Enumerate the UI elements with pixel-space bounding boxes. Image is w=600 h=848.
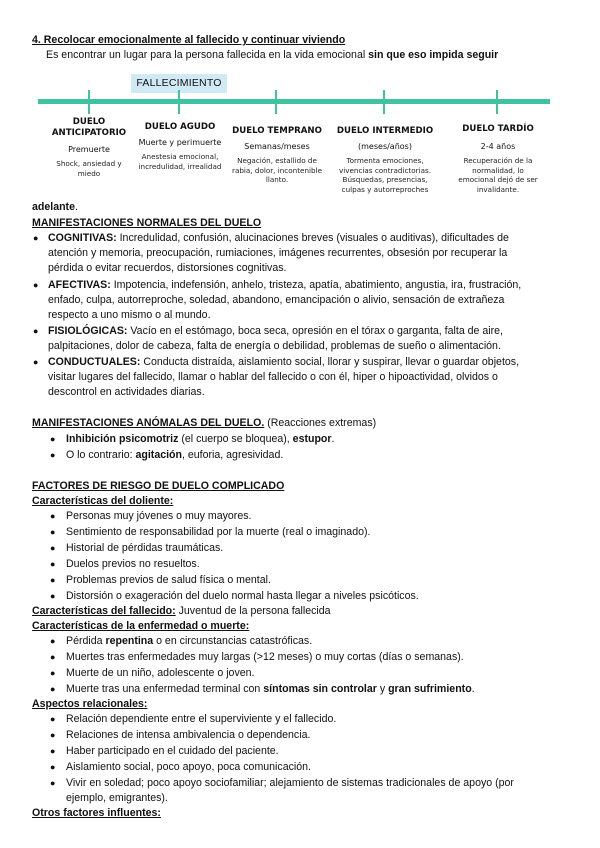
bullet-icon: ●: [50, 511, 56, 521]
stage-period: Muerte y perimuerte: [138, 138, 222, 147]
stage-desc: Anestesia emocional, incredulidad, irrealidad: [138, 152, 222, 171]
list-item: Haber participado en el cuidado del paciente.: [66, 745, 279, 757]
stage-desc: Recuperación de la normalidad, lo emocional dejó de ser invalidante.: [458, 156, 538, 194]
list-item: Personas muy jóvenes o muy mayores.: [66, 510, 252, 522]
list-item: Relaciones de intensa ambivalencia o dependencia.: [66, 729, 311, 741]
list-item-line: palpitaciones, dolor de cabeza, falta de energía o debilidad, problemas de sueño o alimentación.: [48, 340, 501, 352]
bullet-icon: ●: [33, 357, 39, 367]
bullet-icon: ●: [50, 543, 56, 553]
timeline-tick: [383, 90, 385, 114]
anomalas-title: MANIFESTACIONES ANÓMALAS DEL DUELO. (Reacciones extremas): [32, 417, 377, 429]
list-item: Problemas previos de salud física o mental.: [66, 574, 271, 586]
otros-title: Otros factores influentes:: [32, 807, 161, 819]
bullet-icon: ●: [50, 714, 56, 724]
list-item: Duelos previos no resueltos.: [66, 558, 200, 570]
section-intro: [46, 48, 498, 64]
intro-bold: sin que eso impida seguir: [368, 49, 499, 61]
list-item: Sentimiento de responsabilidad por la muerte (real o imaginado).: [66, 526, 371, 538]
bullet-icon: ●: [50, 668, 56, 678]
normales-title: MANIFESTACIONES NORMALES DEL DUELO: [32, 217, 262, 229]
list-item-line: respecto a uno mismo o al mundo.: [48, 309, 211, 321]
bullet-icon: ●: [50, 434, 56, 444]
intro-normal: Es encontrar un lugar para la persona fallecida en la vida emocional: [46, 49, 369, 61]
timeline-tick: [88, 90, 90, 114]
bullet-icon: ●: [50, 746, 56, 756]
enfermedad-title: Características de la enfermedad o muerte:: [32, 620, 250, 632]
bullet-icon: ●: [50, 652, 56, 662]
list-item: Muerte tras una enfermedad terminal con síntomas sin controlar y gran sufrimiento.: [66, 683, 475, 695]
list-item-line: ejemplo, emigrantes).: [66, 792, 168, 804]
timeline-stage: [46, 117, 132, 178]
stage-title: DUELO: [72, 117, 106, 127]
section-title: 4. Recolocar emocionalmente al fallecido y continuar viviendo: [32, 34, 346, 46]
timeline-tick: [178, 90, 180, 114]
stage-title: DUELO TARDÍO: [462, 124, 534, 134]
list-item: Muerte de un niño, adolescente o joven.: [66, 667, 255, 679]
list-item-line: pérdida o evitar recuerdos, distorsiones cognitivas.: [48, 262, 287, 274]
timeline-stage: [330, 126, 440, 194]
stage-period: Semanas/meses: [244, 142, 310, 151]
stage-title: DUELO TEMPRANO: [232, 126, 322, 136]
list-item: FISIOLÓGICAS: Vacío en el estómago, boca seca, opresión en el tórax o garganta, falta de aire,: [48, 325, 503, 337]
timeline-stage: [228, 126, 326, 185]
stage-desc: Tormenta emociones, vivencias contradictorias. Búsquedas, presencias, culpas y autorreproches: [338, 156, 432, 194]
stage-desc: Negación, estallido de rabia, dolor, incontenible llanto.: [231, 156, 322, 185]
list-item: Distorsión o exageración del duelo normal hasta llegar a niveles psicóticos.: [66, 590, 419, 602]
bullet-icon: ●: [50, 591, 56, 601]
list-item: Inhibición psicomotriz (el cuerpo se bloquea), estupor.: [66, 433, 335, 445]
bullet-icon: ●: [33, 280, 39, 290]
bullet-icon: ●: [50, 730, 56, 740]
list-item: Muertes tras enfermedades muy largas (>12 meses) o muy cortas (días o semanas).: [66, 651, 464, 663]
list-item: COGNITIVAS: Incredulidad, confusión, alucinaciones breves (visuales o auditivas), dificultades de: [48, 232, 509, 244]
intro-continuation: adelante.: [32, 201, 78, 213]
fallecido-line: Características del fallecido: Juventud de la persona fallecida: [32, 605, 331, 617]
stage-period: Premuerte: [68, 145, 110, 154]
bullet-icon: ●: [50, 636, 56, 646]
bullet-icon: ●: [33, 233, 39, 243]
timeline-marker: FALLECIMIENTO: [131, 74, 227, 93]
list-item-line: atención y memoria, preocupación, rumiaciones, imágenes recurrentes, obsesión por recuperar la: [48, 247, 508, 259]
bullet-icon: ●: [50, 762, 56, 772]
bullet-icon: ●: [50, 450, 56, 460]
stage-title: DUELO INTERMEDIO: [336, 126, 434, 136]
stage-title: DUELO AGUDO: [144, 122, 216, 132]
list-item: O lo contrario: agitación, euforia, agresividad.: [66, 449, 284, 461]
bullet-icon: ●: [50, 575, 56, 585]
list-item: AFECTIVAS: Impotencia, indefensión, anhelo, tristeza, apatía, abatimiento, angustia, ira, frustración,: [48, 279, 522, 291]
bullet-icon: ●: [33, 326, 39, 336]
doliente-title: Características del doliente:: [32, 495, 174, 507]
list-item: Relación dependiente entre el superviviente y el fallecido.: [66, 713, 337, 725]
list-item: Vivir en soledad; poco apoyo sociofamiliar; alejamiento de sistemas tradicionales de apoyo (por: [66, 777, 514, 789]
stage-desc: Shock, ansiedad y miedo: [56, 159, 122, 178]
riesgo-title: FACTORES DE RIESGO DE DUELO COMPLICADO: [32, 480, 285, 492]
list-item-line: enfado, culpa, autorreproche, soledad, abandono, emancipación o alivio, sensación de extrañeza: [48, 294, 505, 306]
list-item-line: descontrol en actividades diarias.: [48, 386, 205, 398]
relacionales-title: Aspectos relacionales:: [32, 698, 148, 710]
list-item: Aislamiento social, poco apoyo, poca comunicación.: [66, 761, 311, 773]
list-item: CONDUCTUALES: Conducta distraída, aislamiento social, llorar y suspirar, llevar o guardar objetos,: [48, 356, 520, 368]
timeline-stage: [135, 122, 225, 171]
timeline-tick: [496, 90, 498, 114]
list-item: Pérdida repentina o en circunstancias catastróficas.: [66, 635, 313, 647]
bullet-icon: ●: [50, 778, 56, 788]
stage-title: ANTICIPATORIO: [51, 128, 127, 138]
timeline-tick: [275, 90, 277, 114]
list-item: Historial de pérdidas traumáticas.: [66, 542, 224, 554]
timeline-line: [38, 99, 550, 104]
stage-period: 2-4 años: [480, 142, 516, 151]
bullet-icon: ●: [50, 684, 56, 694]
list-item-line: visitar lugares del fallecido, llamar o hablar del fallecido o con él, hiper o hipoactividad, olvidos o: [48, 371, 498, 383]
timeline-stage: [448, 124, 548, 194]
bullet-icon: ●: [50, 527, 56, 537]
stage-period: (meses/años): [358, 142, 412, 151]
bullet-icon: ●: [50, 559, 56, 569]
